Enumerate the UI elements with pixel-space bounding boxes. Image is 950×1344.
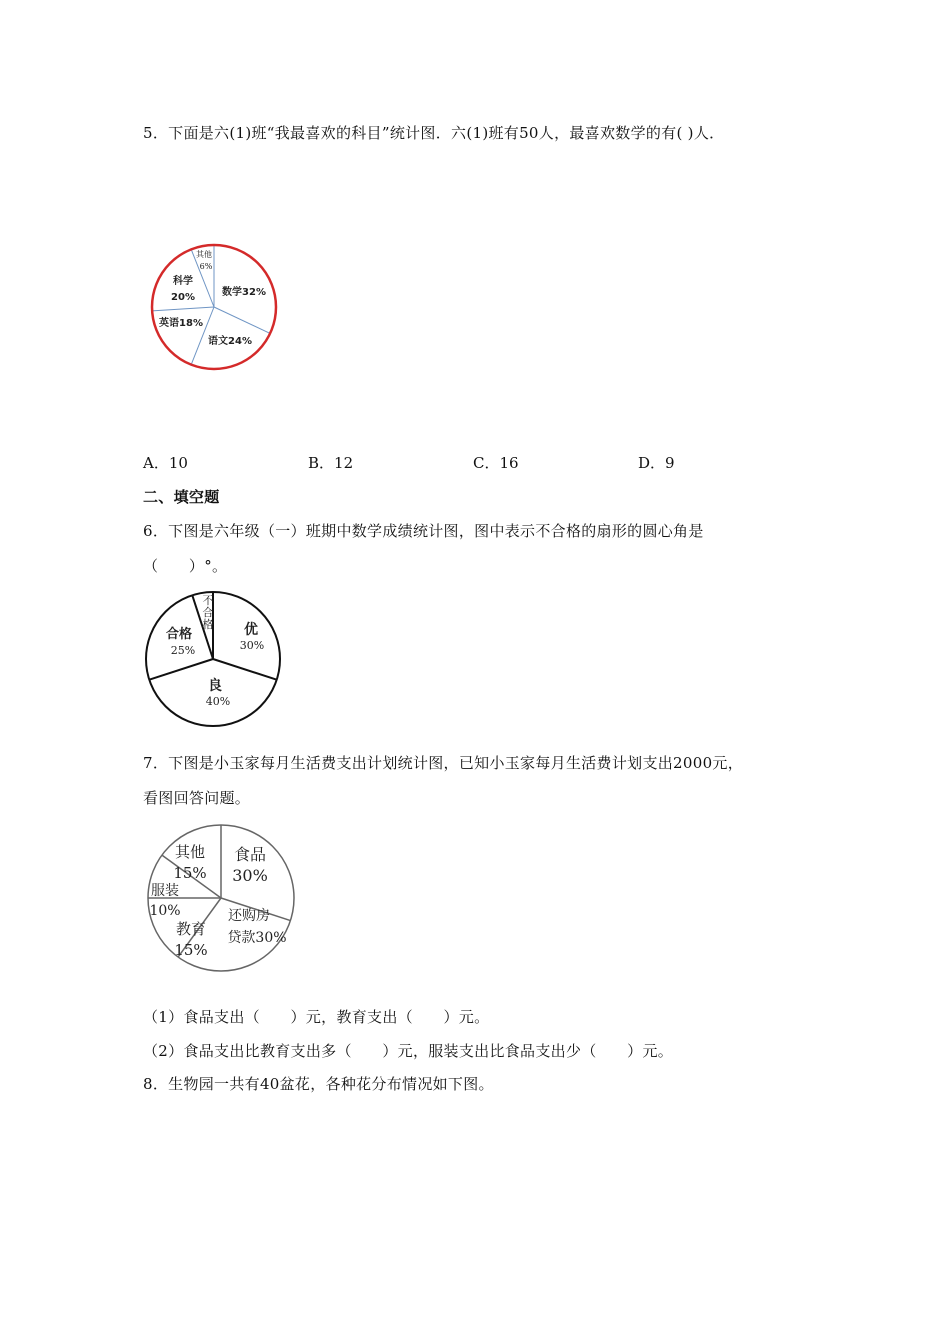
expense-pie-chart <box>145 822 305 982</box>
pie-divider <box>149 659 213 680</box>
slice-label-fail-char: 合 <box>202 606 214 619</box>
slice-pct-science: 20% <box>171 292 195 303</box>
slice-label-education: 教育 <box>175 920 207 938</box>
question-7-line1: 7．下图是小玉家每月生活费支出计划统计图，已知小玉家每月生活费计划支出2000元， <box>143 754 744 772</box>
slice-pct-other: 15% <box>173 864 207 882</box>
section-heading: 二、填空题 <box>143 488 220 506</box>
question-7-sub1: （1）食品支出（ ）元，教育支出（ ）元。 <box>143 1008 490 1026</box>
slice-label-english: 英语18% <box>159 318 203 329</box>
question-7-sub2: （2）食品支出比教育支出多（ ）元，服装支出比食品支出少（ ）元。 <box>143 1042 674 1060</box>
pie-divider <box>152 307 214 311</box>
slice-label-other: 其他 <box>174 843 206 861</box>
subject-pie-chart <box>148 240 288 380</box>
option-c[interactable]: C．16 <box>473 454 519 472</box>
slice-label-pass: 合格 <box>165 627 193 642</box>
slice-pct-mortgage: 贷款30% <box>227 930 287 946</box>
slice-label-clothing: 服装 <box>151 883 179 899</box>
slice-label-math: 数学32% <box>222 287 266 298</box>
option-b[interactable]: B．12 <box>308 454 354 472</box>
slice-pct-clothing: 10% <box>149 903 181 919</box>
slice-pct-good: 40% <box>205 695 231 708</box>
option-a[interactable]: A．10 <box>143 454 188 472</box>
slice-label-other: 其他 <box>196 250 212 259</box>
slice-label-good: 良 <box>208 678 222 694</box>
grade-pie-chart <box>145 588 285 728</box>
slice-pct-other: 6% <box>199 262 213 271</box>
slice-label-chinese: 语文24% <box>208 336 252 347</box>
pie-divider <box>213 659 277 680</box>
slice-pct-education: 15% <box>174 941 208 959</box>
slice-label-science: 科学 <box>173 276 193 287</box>
slice-pct-food: 30% <box>232 866 268 885</box>
slice-pct-excellent: 30% <box>239 639 265 652</box>
question-7-line2: 看图回答问题。 <box>143 789 251 807</box>
question-8-text: 8．生物园一共有40盆花，各种花分布情况如下图。 <box>143 1075 494 1093</box>
question-5-text: 5．下面是六(1)班“我最喜欢的科目”统计图．六(1)班有50人，最喜欢数学的有( )人． <box>143 124 725 142</box>
option-d[interactable]: D．9 <box>638 454 675 472</box>
slice-label-fail-char: 不 <box>202 594 214 607</box>
pie-divider <box>214 307 270 333</box>
slice-label-food: 食品 <box>233 845 267 864</box>
slice-pct-pass: 25% <box>170 644 196 657</box>
question-6-line1: 6．下图是六年级（一）班期中数学成绩统计图，图中表示不合格的扇形的圆心角是 <box>143 522 704 540</box>
slice-label-fail-char: 格 <box>202 618 214 631</box>
question-6-line2: （ ）°。 <box>143 557 228 575</box>
slice-label-excellent: 优 <box>244 622 258 638</box>
slice-label-mortgage: 还购房 <box>228 908 270 924</box>
